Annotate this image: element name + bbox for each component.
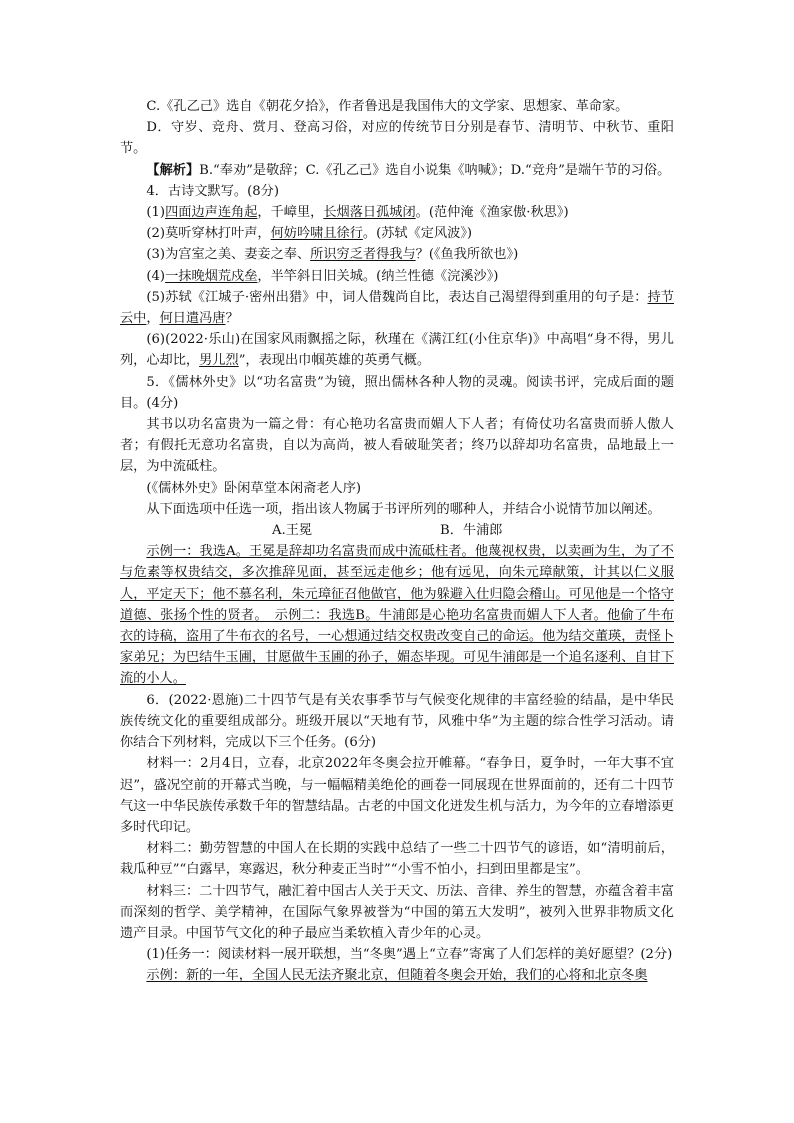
q4-line-4 xyxy=(120,266,674,287)
q4-l2-answer: 何妨吟啸且徐行 xyxy=(270,226,363,242)
q4-l5-pre: (5)苏轼《江城子·密州出猎》中，词人借魏尚自比，表达自己渴望得到重用的句子是： xyxy=(146,289,648,305)
q6-task-1-answer-text: 示例：新的一年，全国人民无法齐聚北京，但随着冬奥会开始，我们的心将和北京冬奥 xyxy=(146,968,648,984)
analysis-text: B.“奉劝”是敬辞；C.《孔乙己》选自小说集《呐喊》；D.“竞舟”是端午节的习俗。 xyxy=(199,162,671,178)
q6-material-2: 材料二：勤劳智慧的中国人在长期的实践中总结了一些二十四节气的谚语，如“清明前后，栽瓜种豆”“白露早，寒露迟，秋分种麦正当时”“小雪不怕小，扫到田里都是宝”。 xyxy=(120,841,674,878)
q4-l6-post: ”，表现出巾帼英雄的英勇气概。 xyxy=(238,353,431,369)
q4-l3-pre: (3)为宫室之美、妻妾之奉、 xyxy=(146,247,311,263)
q5-option-b: B．牛浦郎 xyxy=(440,523,503,539)
q6-material-3: 材料三：二十四节气，融汇着中国古人关于天文、历法、音律、养生的智慧，亦蕴含着丰富而深刻的哲学、美学精神，在国际气象界被誉为“中国的第五大发明”，被列入世界非物质文化遗产目录。中国节气文化的种子最应当柔软植入青少年的心灵。 xyxy=(120,883,674,941)
q4-l5-answer2: 何日遣冯唐 xyxy=(159,311,226,327)
q4-title: 4．古诗文默写。(8分) xyxy=(146,183,279,199)
q4-l2-post: 。(苏轼《定风波》) xyxy=(362,226,473,242)
q4-l5-answer: 持节云中 xyxy=(120,289,674,327)
q4-l4-pre: (4) xyxy=(146,268,166,284)
q4-line-6 xyxy=(120,329,674,371)
q4-line-1 xyxy=(120,202,674,223)
q5-option-a: A.王冕 xyxy=(272,523,313,539)
q4-l1-post: 。(范仲淹《渔家傲·秋思》) xyxy=(415,205,569,221)
q3-option-c: C.《孔乙己》选自《朝花夕拾》，作者鲁迅是我国伟大的文学家、思想家、革命家。 xyxy=(146,99,629,114)
q4-l1-answer2: 长烟落日孤城闭 xyxy=(323,205,416,221)
q4-l3-answer: 所识穷乏者得我与 xyxy=(310,247,416,263)
q5-answer-text: 示例一：我选A。王冕是辞却功名富贵而成中流砥柱者。他蔑视权贵，以卖画为生，为了不与危素等权贵结交，多次推辞见面，甚至远走他乡；他有远见，向朱元璋献策，计其以仁义服人，平定天下；他不慕名利，朱元璋征召他做官，他为躲避入仕归隐会稽山。可见他是一个恪守道德、张扬个性的贤者。 示例二：我选B。牛浦郎是心艳功名富贵而媚人下人者。他偷了牛布衣的诗稿，盗用了牛布衣的名号，一心想通过结交权贵改变自己的命运。他为结交董瑛，责怪卜家弟兄；为巴结牛玉圃，甘愿做牛玉圃的孙子，媚态毕现。可见牛浦郎是一个追名逐利、自甘下流的小人。 xyxy=(120,544,674,687)
q5-source: (《儒林外史》卧闲草堂本闲斋老人序) xyxy=(146,480,362,496)
analysis-label: 【解析】 xyxy=(146,162,200,178)
q4-l1-answer: 四面边声连角起 xyxy=(165,205,258,221)
q4-line-3 xyxy=(120,244,674,265)
q4-line-2 xyxy=(120,223,674,244)
q5-review: 其书以功名富贵为一篇之骨：有心艳功名富贵而媚人下人者；有倚仗功名富贵而骄人傲人者；有假托无意功名富贵，自以为高尚，被人看破耻笑者；终乃以辞却功名富贵，品地最上一层，为中流砥柱。 xyxy=(120,417,674,475)
q6-task-1-answer xyxy=(120,965,674,986)
q4-l1-mid: ，千嶂里， xyxy=(257,205,324,221)
q6-material-1: 材料一：2月4日，立春，北京2022年冬奥会拉开帷幕。“春争日，夏争时，一年大事不宜迟”，盛况空前的开幕式当晚，与一幅幅精美绝伦的画卷一同展现在世界面前的，还有二十四节气这一中华民族传承数千年的智慧结晶。古老的中国文化迸发生机与活力，为今年的立春增添更多时代印记。 xyxy=(120,756,674,835)
q6-title: 6．(2022·恩施)二十四节气是有关农事季节与气候变化规律的丰富经验的结晶，是中华民族传统文化的重要组成部分。班级开展以“天地有节，风雅中华”为主题的综合性学习活动。请你结合下列材料，完成以下三个任务。(6分) xyxy=(120,692,674,751)
q4-l4-post: ，半竿斜日旧关城。(纳兰性德《浣溪沙》) xyxy=(257,268,499,284)
q5-answer xyxy=(120,541,674,689)
q4-l6-pre: (6)(2022·乐山)在国家风雨飘摇之际，秋瑾在《满江红(小住京华)》中高唱“身不得，男儿列，心却比， xyxy=(120,332,674,369)
q3-option-d: D．守岁、竞舟、赏月、登高习俗，对应的传统节日分别是春节、清明节、中秋节、重阳节。 xyxy=(120,120,674,157)
q4-l3-post: ？(《鱼我所欲也》) xyxy=(415,247,519,263)
q4-l1-pre: (1) xyxy=(146,205,166,221)
q5-title: 5．《儒林外史》以“功名富贵”为镜，照出儒林各种人物的灵魂。阅读书评，完成后面的题目。(4分) xyxy=(120,374,674,411)
document-page xyxy=(120,96,674,987)
q4-l6-answer: 男儿烈 xyxy=(199,353,239,369)
q6-task-1: (1)任务一：阅读材料一展开联想，当“冬奥”遇上“立春”寄寓了人们怎样的美好愿望？(2分) xyxy=(146,947,673,963)
q4-l2-pre: (2)莫听穿林打叶声， xyxy=(146,226,271,242)
q4-l4-answer: 一抹晚烟荒戍垒 xyxy=(165,268,258,284)
q3-analysis xyxy=(120,160,674,181)
q5-options xyxy=(120,520,674,541)
q4-l5-mid: ， xyxy=(146,311,160,327)
q5-instruction: 从下面选项中任选一项，指出该人物属于书评所列的哪种人，并结合小说情节加以阐述。 xyxy=(146,501,661,517)
q4-line-5 xyxy=(120,287,674,329)
q4-l5-post: ？ xyxy=(225,311,239,327)
